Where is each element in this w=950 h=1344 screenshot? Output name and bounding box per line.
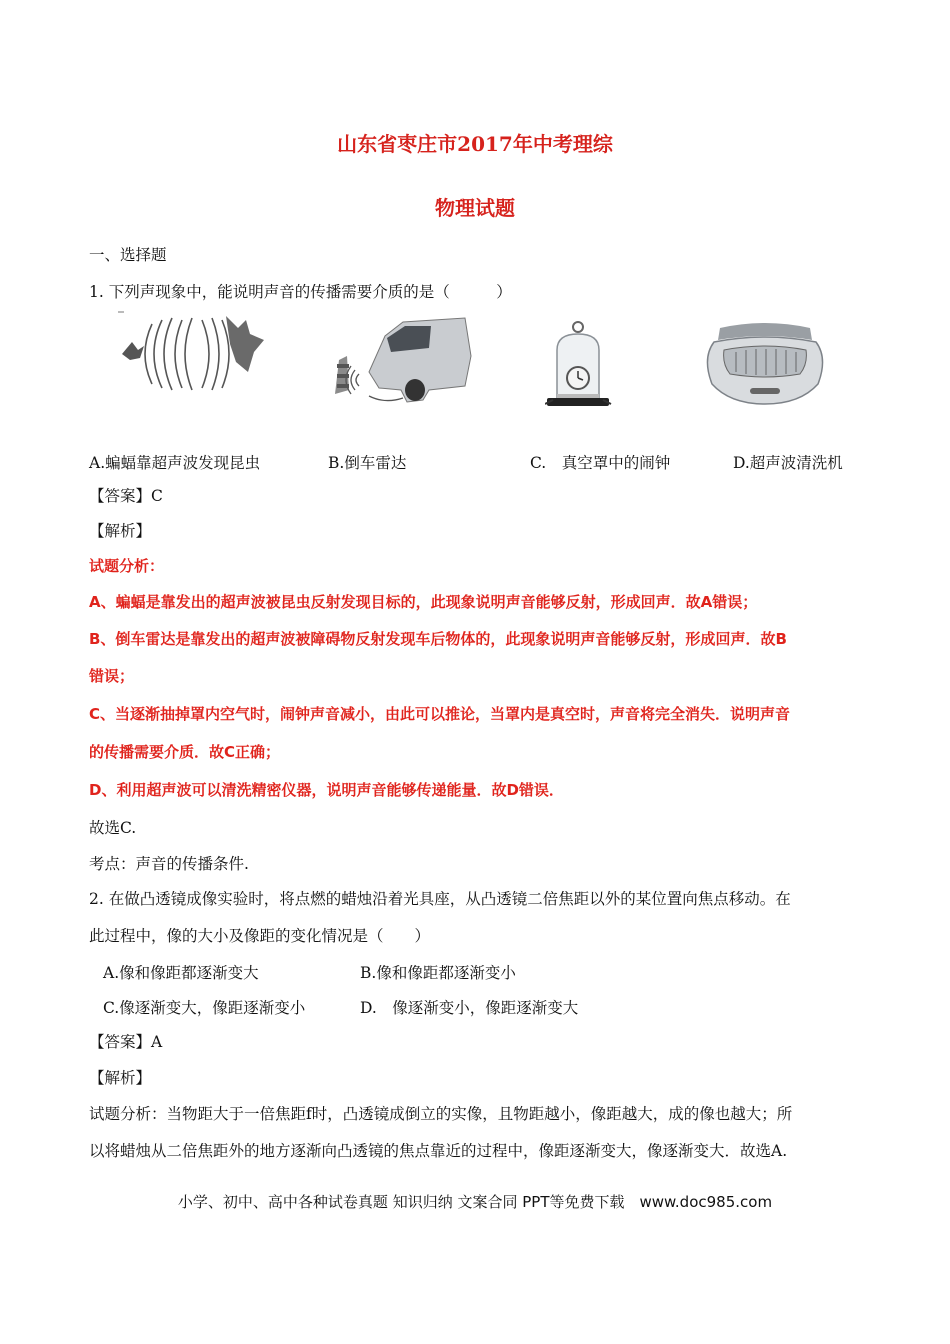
q1-analysis-head: 试题分析：: [89, 557, 165, 575]
q1-conclusion: 故选C.: [89, 819, 137, 837]
reversing-radar-image: [325, 316, 475, 406]
q1-option-c: C. 真空罩中的闹钟: [530, 454, 671, 472]
question-2-stem: 2. 在做凸透镜成像实验时，将点燃的蜡烛沿着光具座，从凸透镜二倍焦距以外的某位置向焦点移动。在: [89, 890, 791, 908]
q1-knowledge-point: 考点：声音的传播条件.: [89, 855, 249, 873]
q2-analysis-line: 以将蜡烛从二倍焦距外的地方逐渐向凸透镜的焦点靠近的过程中，像距逐渐变大，像逐渐变大．故选A.: [89, 1142, 788, 1160]
q1-option-b: B.倒车雷达: [328, 454, 407, 472]
q2-answer: 【答案】A: [89, 1033, 163, 1051]
q1-analysis-line: C、当逐渐抽掉罩内空气时，闹钟声音减小，由此可以推论，当罩内是真空时，声音将完全消失．说明声音: [89, 705, 791, 723]
q2-option-c: C.像逐渐变大，像距逐渐变小: [103, 999, 306, 1017]
q2-option-d: D. 像逐渐变小，像距逐渐变大: [360, 999, 579, 1017]
q2-option-b: B.像和像距都逐渐变小: [360, 964, 516, 982]
q1-answer: 【答案】C: [89, 487, 163, 505]
q1-option-d: D.超声波清洗机: [733, 454, 843, 472]
q2-analysis-line: 试题分析：当物距大于一倍焦距f时，凸透镜成倒立的实像，且物距越小，像距越大，成的像也越大；所: [89, 1105, 793, 1123]
section-heading: 一、选择题: [89, 246, 167, 264]
question-1-stem: 1. 下列声现象中，能说明声音的传播需要介质的是（ ）: [89, 283, 512, 301]
q1-analysis-line: A、蝙蝠是靠发出的超声波被昆虫反射发现目标的，此现象说明声音能够反射，形成回声．故A错误；: [89, 593, 758, 611]
page-footer: 小学、初中、高中各种试卷真题 知识归纳 文案合同 PPT等免费下载 www.doc985.com: [177, 1193, 773, 1211]
question-2-stem-cont: 此过程中，像的大小及像距的变化情况是（ ）: [89, 927, 431, 945]
q1-analysis-line: B、倒车雷达是靠发出的超声波被障碍物反射发现车后物体的，此现象说明声音能够反射，形成回声．故B: [89, 630, 787, 648]
q1-analysis-line: 的传播需要介质．故C正确；: [89, 743, 281, 761]
bat-ultrasound-image: [118, 306, 268, 396]
page-subtitle: 物理试题: [435, 196, 515, 220]
q1-option-a: A.蝙蝠靠超声波发现昆虫: [89, 454, 261, 472]
vacuum-bell-jar-image: [545, 318, 615, 413]
page-title: 山东省枣庄市2017年中考理综: [337, 132, 613, 156]
q2-analysis-label: 【解析】: [89, 1069, 152, 1087]
ultrasonic-cleaner-image: [700, 318, 830, 410]
q1-analysis-line: D、利用超声波可以清洗精密仪器，说明声音能够传递能量．故D错误．: [89, 781, 564, 799]
q2-option-a: A.像和像距都逐渐变大: [103, 964, 259, 982]
q1-analysis-line: 错误；: [89, 667, 135, 685]
q1-analysis-label: 【解析】: [89, 522, 152, 540]
